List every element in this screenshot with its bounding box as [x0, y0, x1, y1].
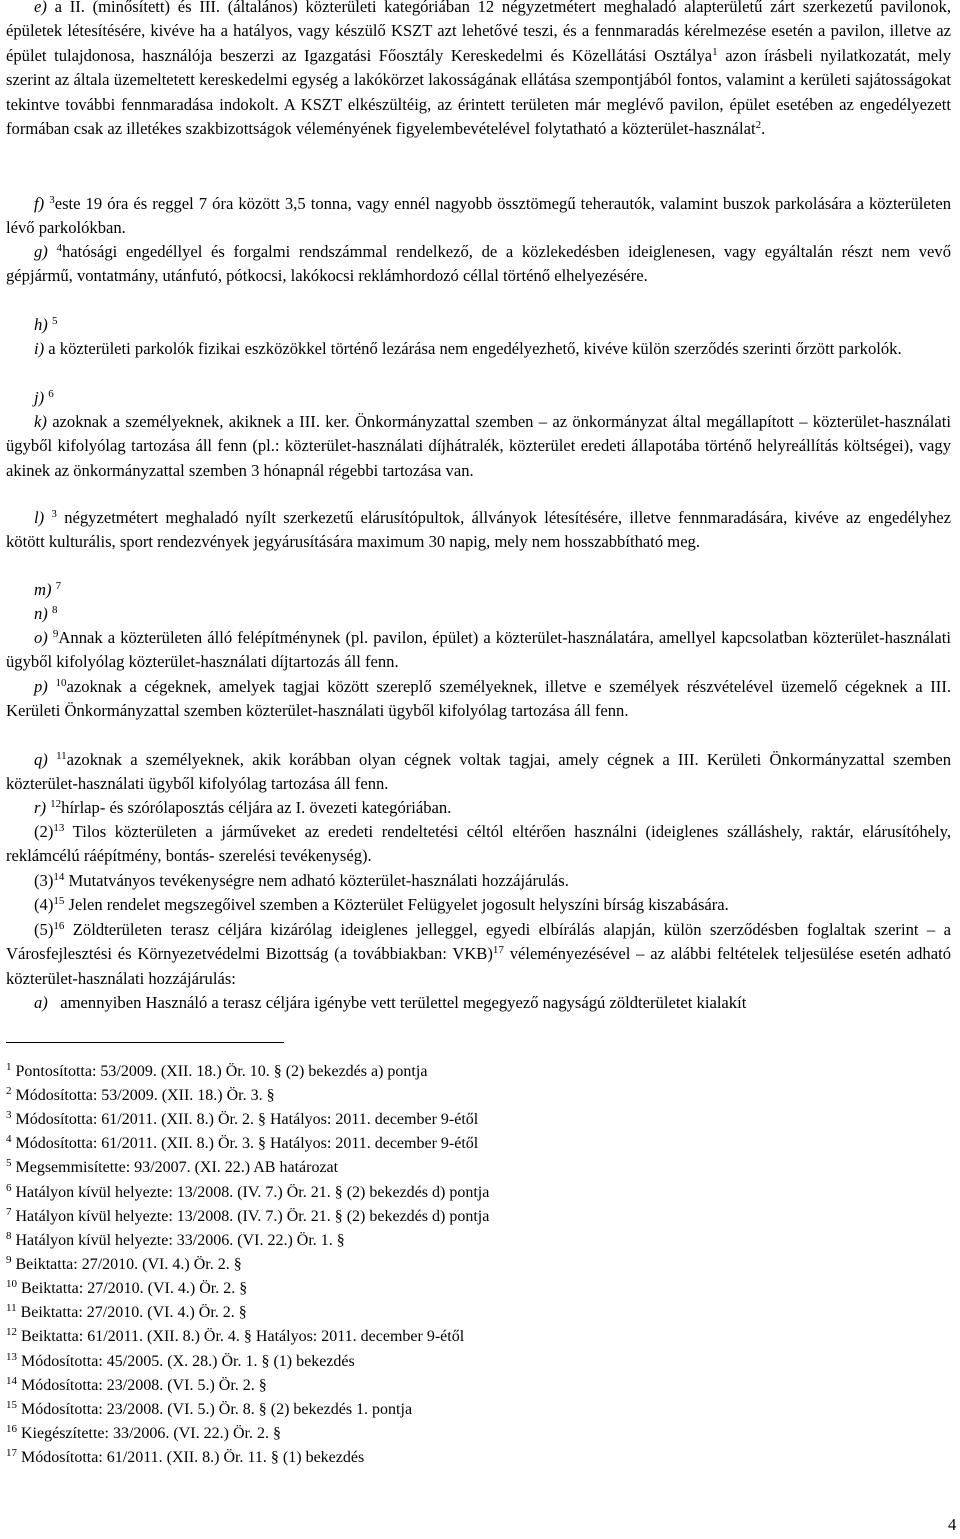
- footnote: [6, 1448, 951, 1468]
- paragraph-text: a II. (minősített) és III. (általános) közterületi kategóriában 12 négyzetmétert meghaladó alapterületű zárt szerkezetű pavilonok, épületek létesítésére, kivéve ha a hatályos, vagy készülő KSZT azt lehetővé teszi, és a fennmaradás kérelmezése esetén a pavilon, illetve az épület tulajdonosa, használója beszerzi az Igazgatási Főosztály Kereskedelmi és Közellátási Osztálya: [6, 0, 951, 65]
- footnote: [6, 1183, 951, 1203]
- footnote-text: Beiktatta: 27/2010. (VI. 4.) Ör. 2. §: [15, 1256, 242, 1273]
- footnote-number: 17: [6, 1447, 17, 1459]
- footnote: [6, 1327, 951, 1347]
- item-label: a): [34, 993, 48, 1012]
- item-label: h): [34, 315, 48, 334]
- footnote-ref[interactable]: 3: [51, 508, 57, 520]
- footnote-number: 11: [6, 1302, 17, 1314]
- footnote-ref[interactable]: 3: [49, 194, 55, 206]
- footnote-ref[interactable]: 10: [55, 677, 67, 689]
- footnote-number: 10: [6, 1278, 17, 1290]
- item-label: g): [34, 242, 48, 261]
- footnote-ref[interactable]: 8: [51, 604, 58, 616]
- footnote-text: Módosította: 61/2011. (XII. 8.) Ör. 11. § (1) bekezdés: [21, 1449, 365, 1466]
- paragraph-e: [6, 0, 951, 141]
- paragraph-f: [6, 192, 951, 241]
- footnote-text: Módosította: 61/2011. (XII. 8.) Ör. 2. § Hatályos: 2011. december 9-étől: [15, 1111, 479, 1128]
- paragraph-q: [6, 748, 951, 797]
- item-label: n): [34, 604, 48, 623]
- paragraph-a: [6, 991, 951, 1015]
- footnote-number: 16: [6, 1423, 17, 1435]
- paragraph-j: [6, 386, 951, 410]
- paragraph-g: [6, 240, 951, 289]
- item-label: (5): [34, 920, 54, 939]
- footnote: [6, 1303, 951, 1323]
- paragraph-text: hírlap- és szórólaposztás céljára az I. övezeti kategóriában.: [61, 798, 452, 817]
- footnote-text: Beiktatta: 61/2011. (XII. 8.) Ör. 4. § Hatályos: 2011. december 9-étől: [21, 1328, 465, 1345]
- footnote-text: Hatályon kívül helyezte: 13/2008. (IV. 7.) Ör. 21. § (2) bekezdés d) pontja: [15, 1184, 490, 1201]
- footnote-ref[interactable]: 9: [52, 628, 59, 640]
- footnote-ref[interactable]: 2: [755, 119, 762, 132]
- item-label: p): [34, 677, 48, 696]
- paragraph-text: Zöldterületen terasz céljára kizárólag ideiglenes jelleggel, egyedi elbírálás alapján, külön szerződésben foglaltak szerint – a Városfejlesztési és Környezetvédelmi Bizottság (a továbbiakban: VKB): [6, 920, 951, 964]
- footnote: [6, 1207, 951, 1227]
- footnote-ref[interactable]: 15: [53, 895, 65, 907]
- footnote-text: Beiktatta: 27/2010. (VI. 4.) Ör. 2. §: [20, 1304, 247, 1321]
- footnote-number: 1: [6, 1061, 12, 1073]
- footnote-number: 6: [6, 1182, 12, 1194]
- footnote: [6, 1279, 951, 1299]
- item-label: (3): [34, 871, 54, 890]
- item-label: r): [34, 798, 46, 817]
- paragraph-text: azoknak a személyeknek, akiknek a III. ker. Önkormányzattal szemben – az önkormányzat által megállapított – közterület-használati ügyből kifolyólag tartozása áll fenn (pl.: közterület-használati díjhátralék, közterület eredeti állapotába történő helyreállítás költségei), vagy akinek az önkormányzattal szemben 3 hónapnál régebbi tartozása van.: [6, 412, 951, 480]
- paragraph-text: a közterületi parkolók fizikai eszközökkel történő lezárása nem engedélyezhető, kivéve külön szerződés szerinti őrzött parkolók.: [48, 339, 902, 358]
- item-label: i): [34, 339, 45, 358]
- item-label: k): [34, 412, 47, 431]
- footnote-ref[interactable]: 14: [53, 871, 65, 883]
- footnote-text: Módosította: 61/2011. (XII. 8.) Ör. 3. § Hatályos: 2011. december 9-étől: [15, 1135, 479, 1152]
- footnote: [6, 1158, 951, 1178]
- paragraph-text: azoknak a cégeknek, amelyek tagjai között szereplő személyeknek, illetve e személyek részvételével üzemelő cégeknek a III. Kerületi Önkormányzattal szemben közterület-használati ügyből kifolyólag tartozása áll fenn.: [6, 677, 951, 721]
- paragraph-i: [6, 337, 951, 361]
- paragraph-k: [6, 410, 951, 483]
- paragraph-l: [6, 506, 951, 555]
- footnote-number: 14: [6, 1375, 17, 1387]
- footnote: [6, 1231, 951, 1251]
- footnote-ref[interactable]: 4: [56, 242, 62, 254]
- footnote: [6, 1110, 951, 1130]
- footnote-text: Módosította: 53/2009. (XII. 18.) Ör. 3. §: [15, 1087, 275, 1104]
- footnote: [6, 1134, 951, 1154]
- paragraph-text: véleményezésével – az alábbi feltételek teljesülése esetén adható közterület-használati hozzájárulás:: [6, 944, 951, 988]
- footnote-text: Módosította: 45/2005. (X. 28.) Ör. 1. § (1) bekezdés: [21, 1353, 355, 1370]
- footnote-ref[interactable]: 6: [48, 388, 54, 400]
- footnote-text: Módosította: 23/2008. (VI. 5.) Ör. 8. § (2) bekezdés 1. pontja: [21, 1401, 413, 1418]
- footnote-number: 4: [6, 1133, 12, 1145]
- item-label: (4): [34, 895, 54, 914]
- paragraph-m: [6, 578, 951, 602]
- page-number: 4: [948, 1515, 957, 1534]
- footnote: [6, 1424, 951, 1444]
- footnote-text: Beiktatta: 27/2010. (VI. 4.) Ör. 2. §: [21, 1280, 248, 1297]
- item-label: (2): [34, 822, 54, 841]
- paragraph-h: [6, 313, 951, 337]
- item-label: m): [34, 580, 52, 599]
- paragraph-5: [6, 918, 951, 991]
- footnote-number: 8: [6, 1230, 12, 1242]
- footnote-ref[interactable]: 16: [53, 920, 65, 932]
- footnote: [6, 1255, 951, 1275]
- footnote: [6, 1376, 951, 1396]
- item-label: o): [34, 628, 48, 647]
- footnote-ref[interactable]: 7: [55, 580, 62, 592]
- footnote-number: 12: [6, 1326, 17, 1338]
- item-label: j): [34, 388, 45, 407]
- paragraph-text: Tilos közterületen a járműveket az eredeti rendeltetési céltól eltérően használni (ideiglenes szálláshely, raktár, elárusítóhely, reklámcélú ráépítmény, bontás- szerelési tevékenység).: [6, 822, 951, 866]
- footnote-number: 5: [6, 1157, 12, 1169]
- footnote-number: 13: [6, 1351, 17, 1363]
- paragraph-text: azoknak a személyeknek, akik korábban olyan cégnek voltak tagjai, amely cégnek a III. Kerületi Önkormányzattal szemben közterület-használati ügyből kifolyólag tartozása áll fenn.: [6, 750, 951, 794]
- footnote-ref[interactable]: 13: [53, 822, 65, 834]
- footnote-text: Hatályon kívül helyezte: 33/2006. (VI. 22.) Ör. 1. §: [15, 1232, 345, 1249]
- item-label: e): [34, 0, 47, 16]
- footnote-ref[interactable]: 1: [712, 45, 718, 58]
- paragraph-text: amennyiben Használó a terasz céljára igénybe vett területtel megegyező nagyságú zöldterületet kialakít: [60, 993, 747, 1012]
- paragraph-text: négyzetmétert meghaladó nyílt szerkezetű elárusítópultok, állványok létesítésére, illetve fennmaradására, kivéve az engedélyhez kötött kulturális, sport rendezvények jegyárusítására maximum 30 napig, mely nem hosszabbítható meg.: [6, 508, 951, 552]
- paragraph-3: [6, 869, 951, 893]
- footnote: [6, 1400, 951, 1420]
- paragraph-4: [6, 893, 951, 917]
- paragraph-text: Mutatványos tevékenységre nem adható közterület-használati hozzájárulás.: [68, 871, 569, 890]
- footnote-text: Hatályon kívül helyezte: 13/2008. (IV. 7.) Ör. 21. § (2) bekezdés d) pontja: [15, 1208, 490, 1225]
- footnote-text: Kiegészítette: 33/2006. (VI. 22.) Ör. 2. §: [21, 1425, 281, 1442]
- footnote: [6, 1352, 951, 1372]
- footnote-ref[interactable]: 11: [56, 750, 67, 762]
- footnote-ref[interactable]: 12: [50, 798, 62, 810]
- footnote-ref[interactable]: 17: [492, 944, 504, 957]
- paragraph-text: este 19 óra és reggel 7 óra között 3,5 tonna, vagy ennél nagyobb össztömegű teherautók, valamint buszok parkolására a közterületen lévő parkolókban.: [6, 194, 951, 238]
- paragraph-text: Annak a közterületen álló felépítménynek (pl. pavilon, épület) a közterület-használatára, amellyel kapcsolatban közterület-használati ügyből kifolyólag közterület-használati díjtartozás áll fenn.: [6, 628, 952, 672]
- footnote-text: Megsemmisítette: 93/2007. (XI. 22.) AB határozat: [15, 1159, 339, 1176]
- footnote-text: Módosította: 23/2008. (VI. 5.) Ör. 2. §: [21, 1377, 267, 1394]
- item-label: f): [34, 194, 45, 213]
- footnote-number: 7: [6, 1206, 12, 1218]
- footnote-number: 3: [6, 1109, 12, 1121]
- paragraph-o: [6, 626, 951, 675]
- footnote-number: 15: [6, 1399, 17, 1411]
- footnote-number: 2: [6, 1085, 12, 1097]
- footnote: [6, 1062, 951, 1082]
- footnote-separator: [6, 1042, 284, 1043]
- footnote: [6, 1086, 951, 1106]
- paragraph-text: azon írásbeli nyilatkozatát, mely szerint az általa üzemeltetett kereskedelmi egység a lakókörzet lakosságának ellátása szempontjából fontos, valamint a kerületi sajátosságokat tekintve további fennmaradása indokolt. A KSZT elkészültéig, az érintett területen már meglévő pavilon, épület esetében az engedélyezett formában csak az illetékes szakbizottságok véleményének figyelembevételével folytatható a közterület-használat: [6, 45, 951, 139]
- paragraph-text: hatósági engedéllyel és forgalmi rendszámmal rendelkező, de a közlekedésben ideiglenesen, vagy egyáltalán részt nem vevő gépjármű, vontatmány, utánfutó, pótkocsi, lakókocsi reklámhordozó céllal történő elhelyezésére.: [6, 242, 951, 286]
- paragraph-p: [6, 675, 951, 724]
- footnote-ref[interactable]: 5: [51, 315, 58, 327]
- item-label: q): [34, 750, 48, 769]
- footnote-number: 9: [6, 1254, 12, 1266]
- item-label: l): [34, 508, 45, 527]
- footnote-text: Pontosította: 53/2009. (XII. 18.) Ör. 10. § (2) bekezdés a) pontja: [15, 1063, 428, 1080]
- paragraph-2: [6, 820, 951, 869]
- paragraph-text: .: [761, 119, 766, 139]
- paragraph-text: Jelen rendelet megszegőivel szemben a Közterület Felügyelet jogosult helyszíni bírság kiszabására.: [68, 895, 729, 914]
- paragraph-r: [6, 796, 951, 820]
- paragraph-n: [6, 602, 951, 626]
